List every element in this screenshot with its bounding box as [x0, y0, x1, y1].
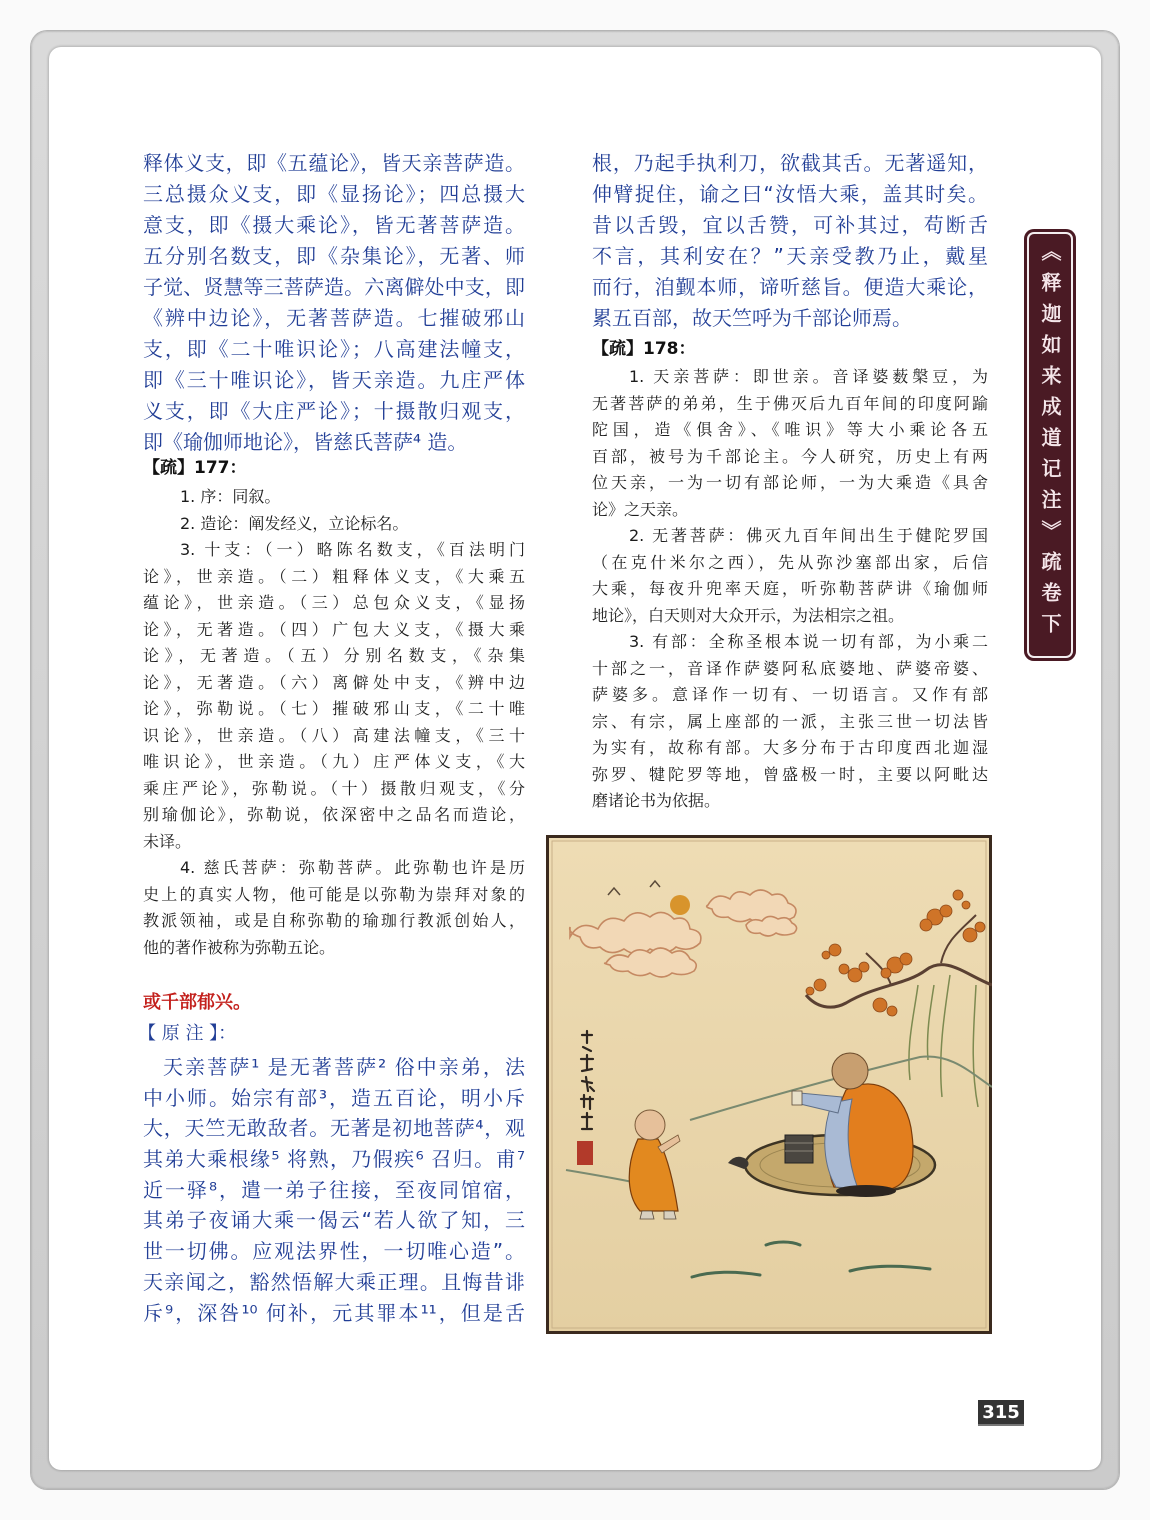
note-line: 十部之一，音译作萨婆阿私底婆地、萨婆帝婆、: [592, 658, 988, 678]
note-line: 萨婆多。意译作一切有、一切语言。又作有部: [592, 685, 988, 704]
body-line: 义支，即《大庄严论》；十摄散归观支，: [143, 399, 525, 423]
note-line: 为实有，故称有部。大多分布于古印度西北迦湿: [592, 738, 988, 757]
left-body-text: [143, 148, 525, 458]
note-line: 未译。: [143, 831, 192, 851]
commentary-notes-178: [592, 364, 988, 815]
illustration-painting: [546, 835, 992, 1334]
note-line: 1. 天亲菩萨：即世亲。音译婆薮槃豆，为: [629, 367, 988, 386]
body-line: 不言，其利安在？”天亲受教乃止，戴星: [592, 244, 988, 268]
original-note-line: 世一切佛。应观法界性，一切唯心造”。: [143, 1239, 525, 1264]
body-line: 意支，即《摄大乘论》，皆无著菩萨造。: [143, 213, 525, 237]
body-line: 根，乃起手执利刀，欲截其舌。无著遥知，: [592, 151, 988, 175]
note-line: 论》，无著造。（五）分别名数支，《杂集: [143, 646, 525, 665]
note-line: 陀国，造《俱舍》、《唯识》等大小乘论各五: [592, 420, 988, 439]
body-line: 伸臂捉住，谕之曰“汝悟大乘，盖其时矣。: [592, 182, 988, 206]
original-note-text: [143, 1052, 525, 1328]
note-line: 弥罗、犍陀罗等地，曾盛极一时，主要以阿毗达: [592, 764, 988, 784]
note-line: 论》，世亲造。（二）粗释体义支，《大乘五: [143, 566, 525, 586]
page-number: 315: [978, 1400, 1024, 1426]
commentary-label-178: 【疏】178：: [592, 339, 696, 359]
note-line: 4. 慈氏菩萨：弥勒菩萨。此弥勒也许是历: [180, 858, 525, 877]
body-line: 《辨中边论》，无著菩萨造。七摧破邪山: [143, 306, 525, 330]
body-line: 即《三十唯识论》，皆天亲造。九庄严体: [143, 368, 525, 392]
note-line: 2. 造论：阐发经义，立论标名。: [180, 513, 409, 533]
note-line: 3. 有部：全称圣根本说一切有部，为小乘二: [629, 632, 988, 651]
section-heading: 或千部郁兴。: [143, 992, 251, 1013]
note-line: 百部，被号为千部论主。今人研究，历史上有两: [592, 446, 988, 466]
note-line: 论》，无著造。（六）离僻处中支，《辨中边: [143, 672, 525, 692]
note-line: 3. 十支：（一）略陈名数支，《百法明门: [180, 540, 525, 559]
body-line: 累五百部，故天竺呼为千部论师焉。: [592, 306, 912, 330]
note-paragraph: [143, 511, 525, 538]
body-line: 子觉、贤慧等三菩萨造。六离僻处中支，即: [143, 275, 525, 299]
note-line: 大乘，每夜升兜率天庭，听弥勒菩萨讲《瑜伽师: [592, 579, 988, 598]
original-note-line: 斥⁹，深咎¹⁰ 何补，元其罪本¹¹，但是舌: [143, 1300, 525, 1325]
original-note-line: 近一驿⁸，遣一弟子往接，至夜同馆宿，: [143, 1177, 525, 1202]
note-paragraph: [143, 537, 525, 855]
note-line: 论》，弥勒说。（七）摧破邪山支，《二十唯: [143, 699, 525, 718]
original-note-line: 天亲菩萨¹ 是无著菩萨² 俗中亲弟，法: [163, 1055, 525, 1079]
note-paragraph: [143, 484, 525, 511]
note-paragraph: [592, 629, 988, 815]
note-line: 2. 无著菩萨：佛灭九百年间出生于健陀罗国: [629, 526, 988, 545]
note-line: （在克什米尔之西），先从弥沙塞部出家，后信: [592, 552, 988, 572]
chapter-side-tab: [1024, 229, 1076, 661]
body-line: 即《瑜伽师地论》，皆慈氏菩萨⁴ 造。: [143, 430, 468, 454]
note-paragraph: [143, 855, 525, 961]
note-line: 乘庄严论》，弥勒说。（十）摄散归观支，《分: [143, 778, 525, 798]
side-tab-title: 《释迦如来成道记注》疏卷下: [1038, 241, 1062, 644]
note-line: 1. 序：同叙。: [180, 487, 281, 506]
note-line: 别瑜伽论》，弥勒说，依深密中之品名而造论，: [143, 805, 525, 824]
body-line: 而行，洎觐本师，谛听慈旨。便造大乘论，: [592, 275, 988, 299]
note-line: 教派领袖，或是自称弥勒的瑜珈行教派创始人，: [143, 911, 525, 930]
note-line: 蕴论》，世亲造。（三）总包众义支，《显扬: [143, 593, 525, 612]
original-note-line: 中小师。始宗有部³，造五百论，明小斥: [143, 1085, 525, 1110]
note-line: 论》，无著造。（四）广包大义支，《摄大乘: [143, 619, 525, 639]
book-box: [785, 1135, 813, 1163]
note-paragraph: [592, 523, 988, 629]
body-line: 三总摄众义支，即《显扬论》；四总摄大: [143, 182, 525, 206]
original-note-line: 天亲闻之，豁然悟解大乘正理。且悔昔诽: [143, 1269, 525, 1294]
note-line: 宗、有宗，属上座部的一派，主张三世一切法皆: [592, 711, 988, 731]
original-note-line: 其弟大乘根缘⁵ 将熟，乃假疾⁶ 召归。甫⁷: [143, 1147, 525, 1172]
sun: [670, 895, 690, 915]
right-body-text: [592, 148, 988, 334]
note-line: 史上的真实人物，他可能是以弥勒为崇拜对象的: [143, 884, 525, 904]
original-note-label: 【 原 注 】：: [138, 1023, 237, 1044]
note-line: 无著菩萨的弟弟，生于佛灭后九百年间的印度阿踰: [592, 393, 988, 413]
body-line: 五分别名数支，即《杂集论》，无著、师: [143, 244, 525, 268]
body-line: 昔以舌毁，宜以舌赞，可补其过，苟断舌: [592, 213, 988, 237]
note-line: 他的著作被称为弥勒五论。: [143, 937, 336, 957]
red-seal: [577, 1141, 593, 1165]
original-note-line: 大，天竺无敢敌者。无著是初地菩萨⁴，观: [143, 1116, 525, 1141]
note-paragraph: [592, 364, 988, 523]
note-line: 论》之天亲。: [592, 499, 689, 519]
note-line: 位天亲，一为一切有部论师，一为大乘造《具舍: [592, 473, 988, 492]
note-line: 磨诸论书为依据。: [592, 791, 721, 810]
note-line: 唯识论》，世亲造。（九）庄严体义支，《大: [143, 752, 525, 771]
body-line: 释体义支，即《五蕴论》，皆天亲菩萨造。: [143, 151, 525, 175]
commentary-label-177: 【疏】177：: [143, 458, 247, 478]
note-line: 地论》，白天则对大众开示，为法相宗之祖。: [592, 605, 905, 625]
note-line: 识论》，世亲造。（八）高建法幢支，《三十: [143, 725, 525, 745]
body-line: 支，即《二十唯识论》；八高建法幢支，: [143, 337, 525, 361]
commentary-notes-177: [143, 484, 525, 961]
original-note-line: 其弟子夜诵大乘一偈云“若人欲了知，三: [143, 1208, 525, 1233]
